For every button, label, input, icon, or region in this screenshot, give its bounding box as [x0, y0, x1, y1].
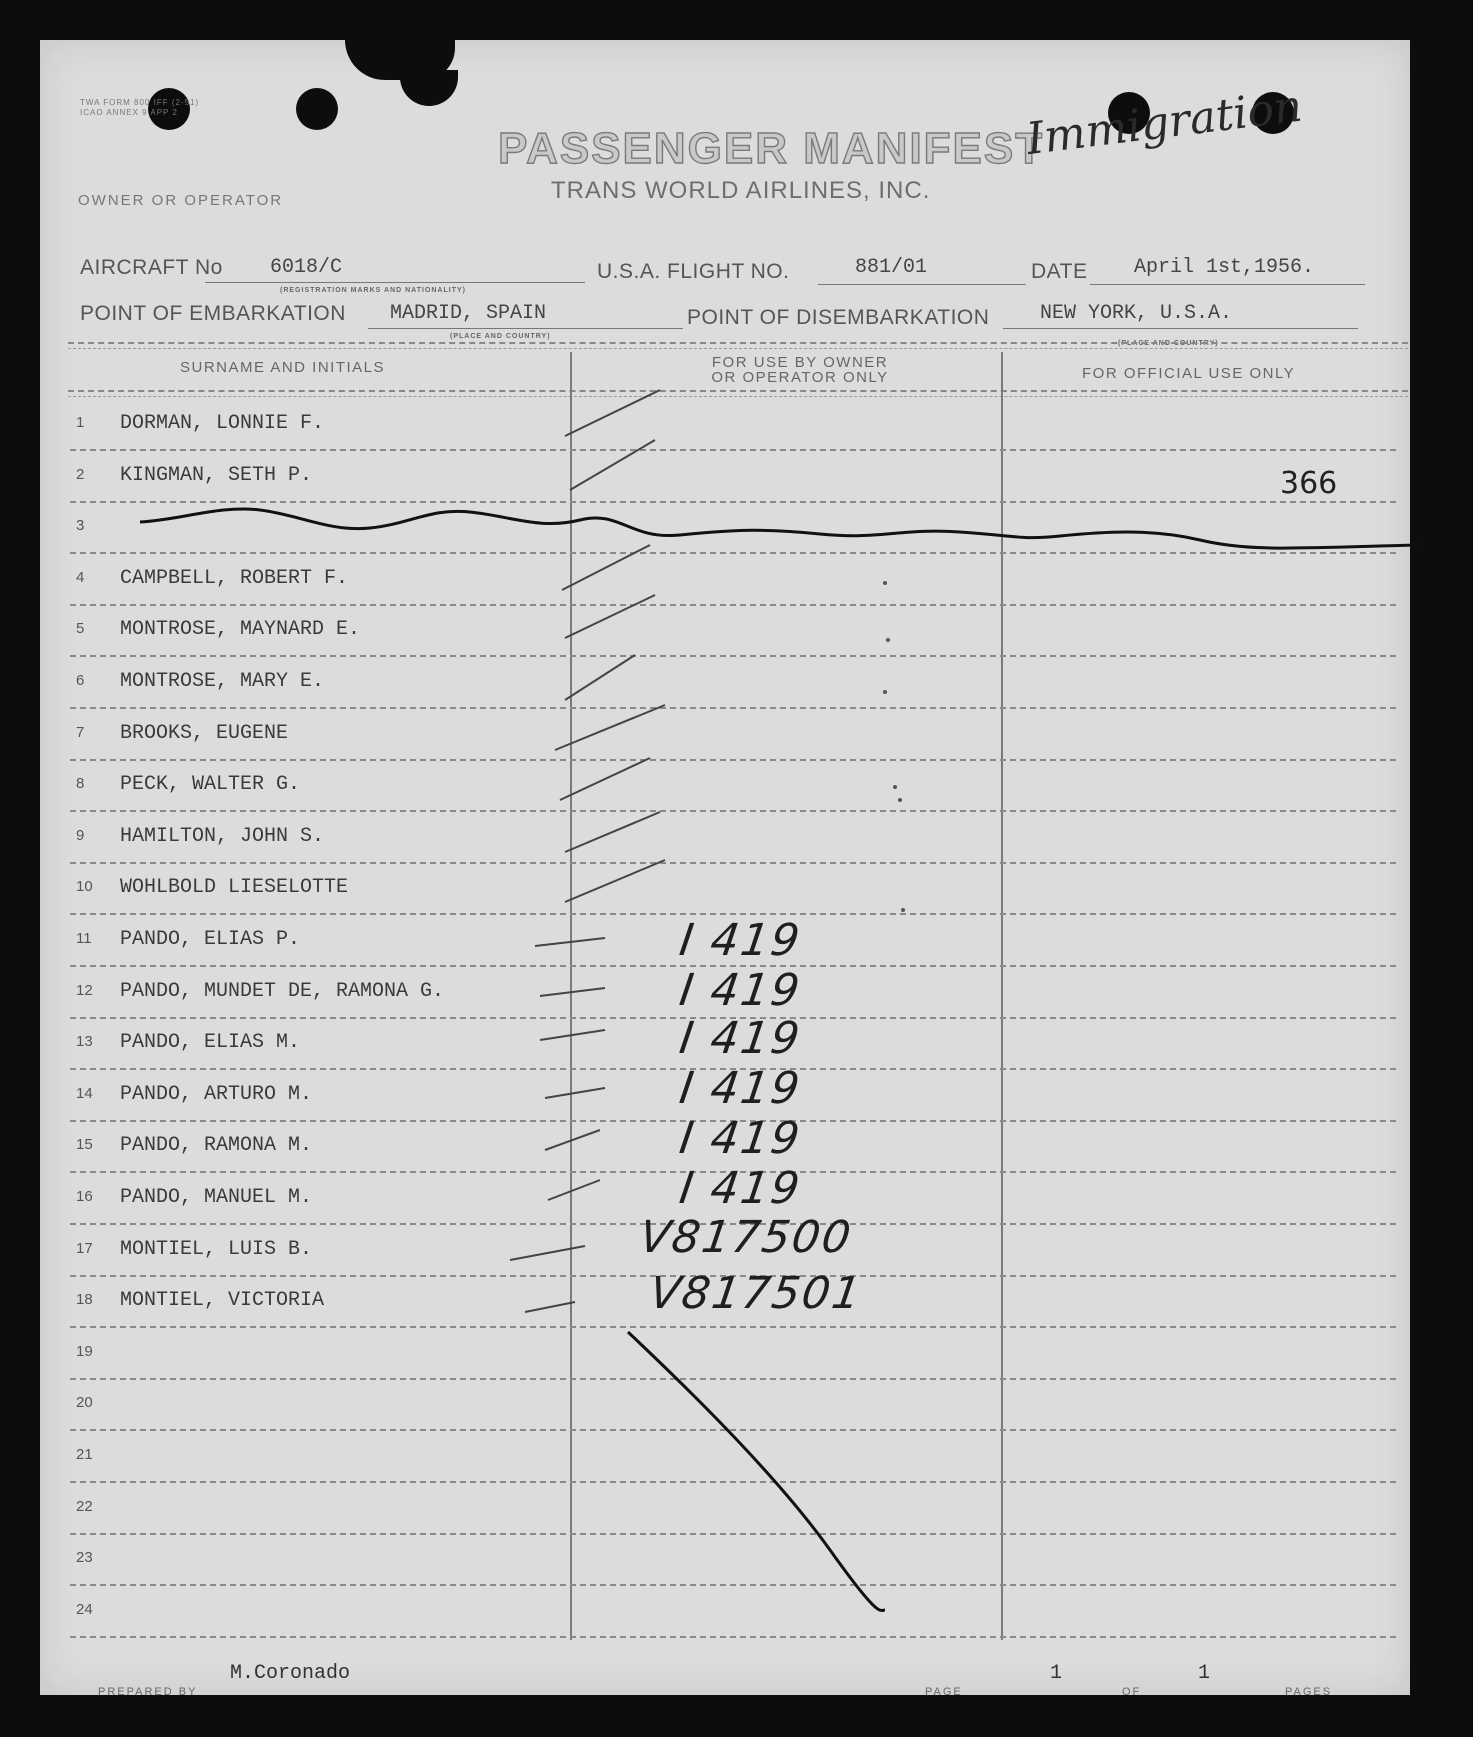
passenger-name: MONTIEL, LUIS B.: [120, 1237, 313, 1261]
row-number: 6: [76, 672, 85, 689]
handwritten-title: Immigration: [1023, 80, 1305, 165]
operator-note: I 419: [676, 1013, 805, 1064]
row-number: 23: [76, 1549, 93, 1567]
row-number: 16: [76, 1188, 93, 1205]
row-number: 20: [76, 1394, 93, 1412]
row-number: 18: [76, 1291, 93, 1309]
row-number: 21: [76, 1446, 93, 1463]
flight-value: 881/01: [855, 256, 928, 279]
page-label: PAGE: [925, 1686, 963, 1698]
row-number: 10: [76, 878, 93, 896]
passenger-name: PANDO, ELIAS P.: [120, 928, 301, 951]
row-number: 4: [76, 568, 85, 586]
row-number: 2: [76, 465, 85, 483]
operator-note: V817501: [646, 1268, 866, 1319]
aircraft-sublabel: (REGISTRATION MARKS AND NATIONALITY): [280, 287, 466, 294]
passenger-name: PANDO, ELIAS M.: [120, 1031, 301, 1055]
passenger-name: KINGMAN, SETH P.: [120, 463, 313, 487]
passenger-name: PANDO, ARTURO M.: [120, 1082, 313, 1106]
row-number: 19: [76, 1342, 93, 1360]
owner-operator-label: OWNER OR OPERATOR: [78, 192, 284, 209]
passenger-name: PANDO, MUNDET DE, RAMONA G.: [120, 979, 445, 1003]
passenger-name: MONTROSE, MAYNARD E.: [120, 618, 361, 642]
flight-label: U.S.A. FLIGHT NO.: [597, 260, 790, 283]
form-code-line: ICAO ANNEX 9 APP 2: [80, 108, 178, 117]
aircraft-label: AIRCRAFT No: [80, 256, 223, 279]
row-number: 7: [76, 723, 85, 741]
official-note: 366: [1280, 466, 1338, 501]
row-number: 8: [76, 775, 85, 793]
date-label: DATE: [1031, 260, 1088, 283]
row-number: 5: [76, 620, 85, 638]
disembarkation-value: NEW YORK, U.S.A.: [1040, 302, 1233, 325]
aircraft-value: 6018/C: [270, 256, 343, 279]
operator-note: I 419: [676, 965, 805, 1016]
row-number: 3: [76, 517, 85, 535]
row-number: 24: [76, 1600, 93, 1618]
row-number: 17: [76, 1239, 93, 1257]
operator-note: I 419: [676, 1113, 805, 1164]
prepared-by-value: M.Coronado: [230, 1662, 351, 1685]
embarkation-label: POINT OF EMBARKATION: [80, 302, 346, 325]
operator-note: I 419: [676, 1163, 805, 1214]
pages-label: PAGES: [1285, 1686, 1333, 1698]
form-code-line: TWA FORM 800 IFF (2-51): [80, 98, 200, 107]
row-number: 22: [76, 1497, 93, 1515]
col-surname: SURNAME AND INITIALS: [180, 359, 386, 376]
embarkation-sublabel: (PLACE AND COUNTRY): [450, 333, 551, 340]
col-official: FOR OFFICIAL USE ONLY: [1082, 365, 1296, 382]
of-value: 1: [1198, 1662, 1211, 1685]
passenger-name: DORMAN, LONNIE F.: [120, 412, 325, 435]
page-title: PASSENGER MANIFEST: [498, 124, 1045, 173]
disembarkation-label: POINT OF DISEMBARKATION: [687, 306, 990, 329]
col-operator-line: FOR USE BY OWNER: [711, 354, 889, 371]
stray-marks: [883, 581, 905, 912]
passenger-name: BROOKS, EUGENE: [120, 721, 289, 745]
tick-marks: [510, 390, 665, 1312]
passenger-name: PECK, WALTER G.: [120, 773, 301, 797]
page-value: 1: [1050, 1662, 1063, 1685]
passenger-name: CAMPBELL, ROBERT F.: [120, 566, 349, 590]
passenger-name: PANDO, MANUEL M.: [120, 1186, 313, 1209]
passenger-name: PANDO, RAMONA M.: [120, 1134, 313, 1158]
row-number: 13: [76, 1033, 93, 1051]
row-number: 12: [76, 981, 93, 999]
passenger-name: WOHLBOLD LIESELOTTE: [120, 876, 349, 900]
disembarkation-sublabel: (PLACE AND COUNTRY): [1118, 340, 1219, 347]
passenger-name: MONTROSE, MARY E.: [120, 670, 325, 693]
passenger-name: MONTIEL, VICTORIA: [120, 1289, 325, 1313]
row3-strike: [140, 509, 1418, 548]
operator-note: V817500: [636, 1212, 856, 1263]
row-number: 1: [76, 414, 85, 431]
embarkation-value: MADRID, SPAIN: [390, 302, 547, 325]
col-operator-line: OR OPERATOR ONLY: [711, 369, 889, 386]
row-number: 15: [76, 1136, 93, 1154]
operator-note: I 419: [676, 915, 805, 966]
of-label: OF: [1122, 1686, 1142, 1698]
row-number: 9: [76, 826, 85, 844]
prepared-by-label: PREPARED BY: [98, 1686, 198, 1698]
date-value: April 1st,1956.: [1134, 256, 1315, 279]
unused-rows-slash: [628, 1332, 885, 1610]
page-subtitle: TRANS WORLD AIRLINES, INC.: [551, 177, 931, 204]
row-number: 14: [76, 1084, 93, 1102]
passenger-name: HAMILTON, JOHN S.: [120, 824, 325, 848]
row-number: 11: [76, 930, 92, 947]
operator-note: I 419: [676, 1063, 805, 1114]
